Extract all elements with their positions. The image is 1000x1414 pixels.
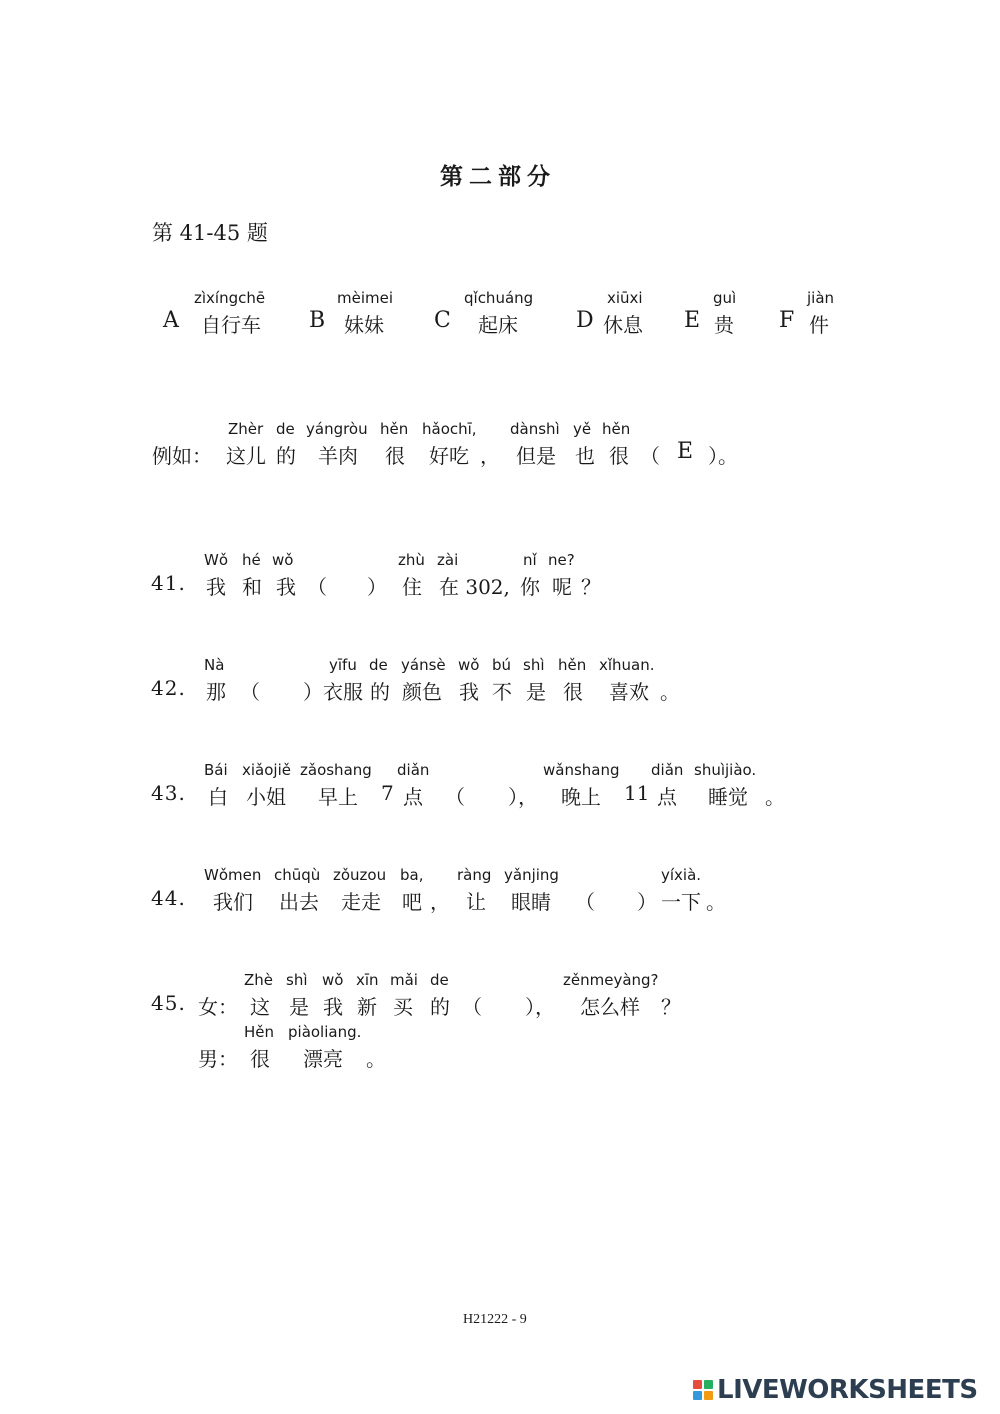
hanzi-word: 好吃 xyxy=(429,444,469,468)
hanzi-word: 7 xyxy=(381,781,394,805)
pinyin-word: Zhè xyxy=(244,971,274,989)
hanzi-word: （ xyxy=(640,444,660,468)
pinyin-word: xǐhuan. xyxy=(599,656,655,674)
liveworksheets-logo-icon xyxy=(693,1380,713,1400)
hanzi-word: 。 xyxy=(366,1047,386,1071)
option-d-letter: D xyxy=(576,308,594,333)
pinyin-word: yíxià. xyxy=(661,866,702,884)
hanzi-word: 买 xyxy=(393,995,413,1019)
blank-open: （ xyxy=(575,890,595,914)
hanzi-word: 你 xyxy=(520,575,540,599)
hanzi-word: 也 xyxy=(575,444,595,468)
hanzi-word: 的 xyxy=(276,444,296,468)
pinyin-word: zǒuzou xyxy=(333,866,387,884)
question-number: 43. xyxy=(151,781,186,805)
pinyin-word: shì xyxy=(286,971,308,989)
hanzi-word: 我们 xyxy=(213,890,253,914)
page-footer: H21222 - 9 xyxy=(463,1312,527,1327)
question-number: 41. xyxy=(151,571,186,595)
hanzi-word: 点 xyxy=(403,785,423,809)
hanzi-word: 这儿 xyxy=(226,444,266,468)
pinyin-word: diǎn xyxy=(651,761,684,779)
pinyin-word: hěn xyxy=(602,420,631,438)
pinyin-word: zǎoshang xyxy=(300,761,372,779)
hanzi-word: 11 xyxy=(624,781,650,805)
logo-square-blue xyxy=(693,1391,702,1400)
hanzi-word: 和 xyxy=(242,575,262,599)
logo-square-orange xyxy=(704,1391,713,1400)
hanzi-word: 出去 xyxy=(279,890,319,914)
option-e-letter: E xyxy=(684,308,701,333)
hanzi-word: 颜色 xyxy=(402,680,442,704)
pinyin-word: ràng xyxy=(457,866,492,884)
pinyin-word: wǒ xyxy=(322,971,344,989)
hanzi-word: 的 xyxy=(370,680,390,704)
hanzi-word: 很 xyxy=(250,1047,270,1071)
hanzi-word: 在 302, xyxy=(439,575,510,599)
pinyin-word: shì xyxy=(523,656,545,674)
brand-name: LIVEWORKSHEETS xyxy=(717,1375,978,1405)
option-b-pinyin: mèimei xyxy=(337,289,394,307)
pinyin-word: nǐ xyxy=(523,551,537,569)
option-c-letter: C xyxy=(434,308,451,333)
hanzi-word: 晚上 xyxy=(561,785,601,809)
example-label: 例如： xyxy=(152,444,212,468)
question-number: 42. xyxy=(151,676,186,700)
hanzi-word: ？ xyxy=(581,575,601,599)
option-d-pinyin: xiūxi xyxy=(607,289,643,307)
option-c-hanzi: 起床 xyxy=(478,313,518,337)
blank-close: ）， xyxy=(508,785,538,809)
option-f-hanzi: 件 xyxy=(809,313,829,337)
option-b-hanzi: 妹妹 xyxy=(344,313,384,337)
pinyin-word: de xyxy=(276,420,295,438)
option-c-pinyin: qǐchuáng xyxy=(464,289,534,307)
pinyin-word: de xyxy=(369,656,388,674)
hanzi-word: 是 xyxy=(526,680,546,704)
pinyin-word: hěn xyxy=(558,656,587,674)
hanzi-word: 我 xyxy=(276,575,296,599)
pinyin-word: Wǒ xyxy=(204,551,229,569)
pinyin-word: yě xyxy=(573,420,592,438)
pinyin-word: de xyxy=(430,971,449,989)
option-e-hanzi: 贵 xyxy=(714,313,734,337)
hanzi-word: 怎么样 xyxy=(580,995,640,1019)
hanzi-word: 漂亮 xyxy=(303,1047,343,1071)
hanzi-word: 让 xyxy=(466,890,486,914)
hanzi-word: 白 xyxy=(208,785,228,809)
hanzi-word: 不 xyxy=(492,680,512,704)
pinyin-word: Hěn xyxy=(244,1023,275,1041)
hanzi-word: 那 xyxy=(206,680,226,704)
pinyin-word: yánsè xyxy=(401,656,446,674)
hanzi-word: 羊肉 xyxy=(318,444,358,468)
hanzi-word: 这 xyxy=(250,995,270,1019)
hanzi-word: 小姐 xyxy=(246,785,286,809)
pinyin-word: chūqù xyxy=(274,866,321,884)
speaker-label: 男： xyxy=(198,1047,238,1071)
pinyin-word: hé xyxy=(242,551,261,569)
page-title: 第二部分 xyxy=(440,163,556,190)
blank-open: （ xyxy=(240,680,260,704)
pinyin-word: dànshì xyxy=(510,420,560,438)
hanzi-word: 很 xyxy=(385,444,405,468)
hanzi-word: 很 xyxy=(609,444,629,468)
option-d-hanzi: 休息 xyxy=(603,313,643,337)
hanzi-word: ， xyxy=(480,444,500,468)
hanzi-word: ， xyxy=(430,890,450,914)
hanzi-word: ？ xyxy=(661,995,681,1019)
hanzi-word: 的 xyxy=(430,995,450,1019)
hanzi-word: 喜欢 xyxy=(609,680,649,704)
pinyin-word: ba, xyxy=(400,866,424,884)
blank-close: ） xyxy=(637,890,657,914)
hanzi-word: 。 xyxy=(706,890,726,914)
pinyin-word: wǎnshang xyxy=(543,761,620,779)
pinyin-word: xīn xyxy=(356,971,379,989)
pinyin-word: bú xyxy=(492,656,512,674)
pinyin-word: shuìjiào. xyxy=(694,761,757,779)
pinyin-word: zhù xyxy=(398,551,425,569)
hanzi-word: 吧 xyxy=(402,890,422,914)
pinyin-word: diǎn xyxy=(397,761,430,779)
blank-open: （ xyxy=(445,785,465,809)
option-a-pinyin: zìxíngchē xyxy=(194,289,266,307)
blank-close: ）， xyxy=(525,995,555,1019)
hanzi-word: 是 xyxy=(289,995,309,1019)
speaker-label: 女： xyxy=(198,995,238,1019)
hanzi-word: 我 xyxy=(323,995,343,1019)
brand-logo[interactable] xyxy=(693,1375,978,1405)
pinyin-word: yīfu xyxy=(329,656,357,674)
hanzi-word: 点 xyxy=(657,785,677,809)
section-heading: 第 41-45 题 xyxy=(152,221,268,245)
hanzi-word: 我 xyxy=(206,575,226,599)
pinyin-word: piàoliang. xyxy=(288,1023,362,1041)
hanzi-word: 早上 xyxy=(318,785,358,809)
hanzi-word: ）。 xyxy=(708,444,738,468)
option-a-hanzi: 自行车 xyxy=(201,313,261,337)
hanzi-word: 住 xyxy=(402,575,422,599)
blank-open: （ xyxy=(307,575,327,599)
question-number: 45. xyxy=(151,991,186,1015)
logo-square-red xyxy=(693,1380,702,1389)
pinyin-word: Wǒmen xyxy=(204,866,262,884)
pinyin-word: yángròu xyxy=(306,420,368,438)
blank-open: （ xyxy=(462,995,482,1019)
option-a-letter: A xyxy=(163,308,179,333)
pinyin-word: zài xyxy=(437,551,459,569)
hanzi-word: 。 xyxy=(660,680,680,704)
hanzi-word: 。 xyxy=(765,785,785,809)
hanzi-word: 但是 xyxy=(516,444,556,468)
pinyin-word: xiǎojiě xyxy=(242,761,291,779)
hanzi-word: 很 xyxy=(563,680,583,704)
logo-square-green xyxy=(704,1380,713,1389)
hanzi-word: 眼睛 xyxy=(511,890,551,914)
example-answer: E xyxy=(677,439,694,464)
pinyin-word: zěnmeyàng? xyxy=(563,971,659,989)
pinyin-word: Zhèr xyxy=(228,420,264,438)
hanzi-word: 我 xyxy=(459,680,479,704)
pinyin-word: hǎochī, xyxy=(422,420,477,438)
hanzi-word: ）衣服 xyxy=(303,680,363,704)
pinyin-word: wǒ xyxy=(458,656,480,674)
hanzi-word: 新 xyxy=(357,995,377,1019)
pinyin-word: mǎi xyxy=(390,971,418,989)
pinyin-word: yǎnjing xyxy=(504,866,559,884)
option-f-pinyin: jiàn xyxy=(807,289,835,307)
hanzi-word: 走走 xyxy=(341,890,381,914)
pinyin-word: wǒ xyxy=(272,551,294,569)
hanzi-word: 呢 xyxy=(552,575,572,599)
hanzi-word: 一下 xyxy=(661,890,701,914)
question-number: 44. xyxy=(151,886,186,910)
option-f-letter: F xyxy=(779,308,795,333)
option-b-letter: B xyxy=(309,308,326,333)
pinyin-word: Bái xyxy=(204,761,228,779)
pinyin-word: hěn xyxy=(380,420,409,438)
pinyin-word: ne? xyxy=(548,551,575,569)
blank-close: ） xyxy=(367,575,387,599)
option-e-pinyin: guì xyxy=(713,289,737,307)
hanzi-word: 睡觉 xyxy=(708,785,748,809)
pinyin-word: Nà xyxy=(204,656,225,674)
